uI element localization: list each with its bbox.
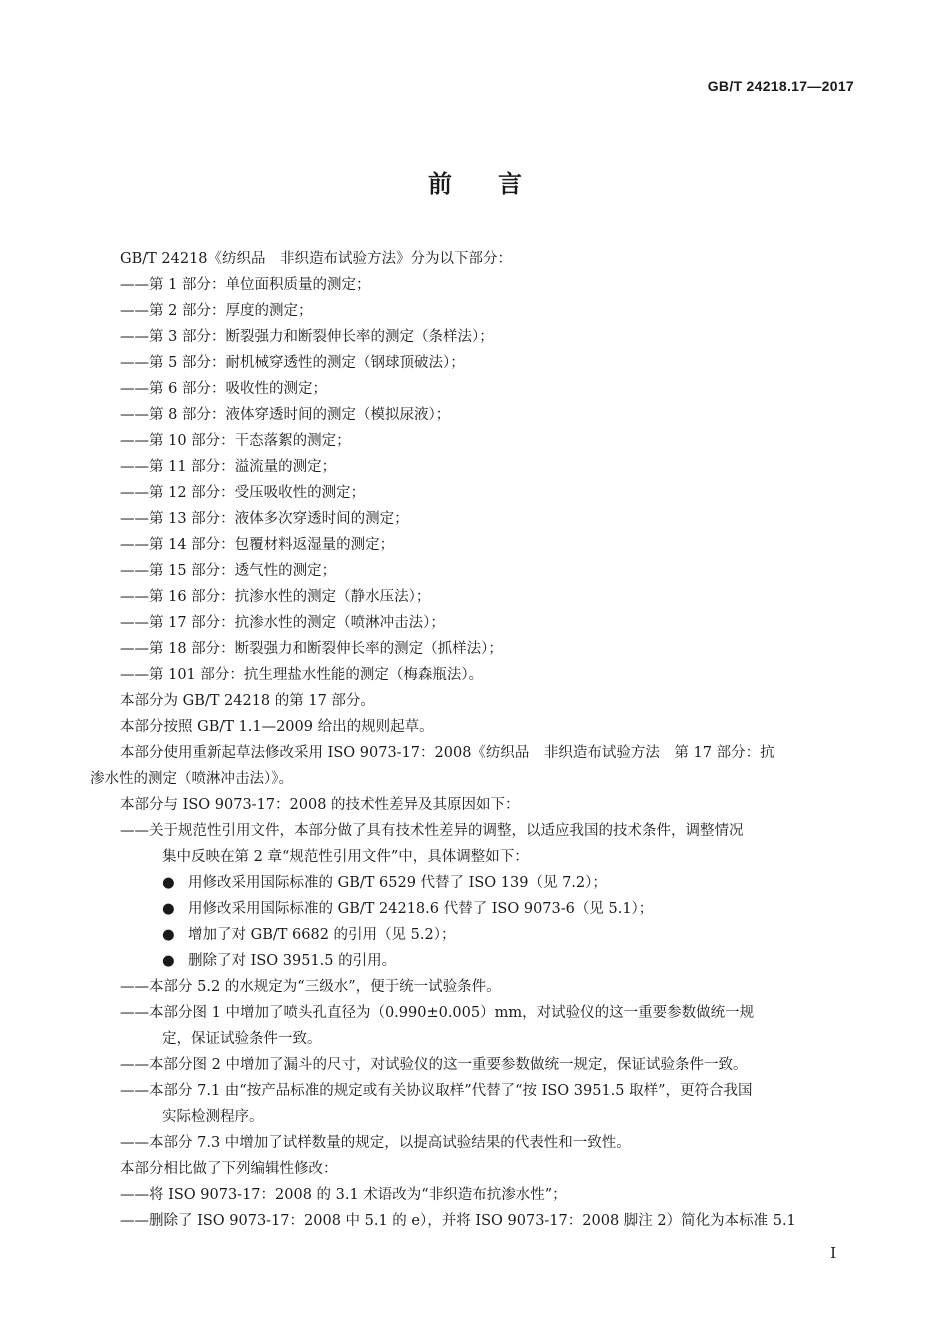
bullet-item	[90, 896, 854, 922]
line-text: ——本部分图 1 中增加了喷头孔直径为（0.990±0.005）mm，对试验仪的这一重要参数做统一规	[120, 1005, 755, 1021]
text-line	[90, 818, 854, 844]
page-number: I	[830, 1244, 836, 1262]
line-text: 本部分与 ISO 9073-17：2008 的技术性差异及其原因如下：	[120, 797, 520, 813]
text-line	[90, 324, 854, 350]
text-line	[90, 376, 854, 402]
line-text: ——第 8 部分：液体穿透时间的测定（模拟尿液）；	[120, 407, 451, 423]
text-line	[90, 1130, 854, 1156]
text-line	[90, 974, 854, 1000]
text-line	[90, 1182, 854, 1208]
text-line	[90, 428, 854, 454]
line-text: 定，保证试验条件一致。	[162, 1031, 322, 1047]
line-text: 本部分使用重新起草法修改采用 ISO 9073-17：2008《纺织品 非织造布试验方法 第 17 部分：抗	[120, 745, 775, 761]
text-line	[90, 532, 854, 558]
text-line	[90, 688, 854, 714]
text-line	[90, 740, 854, 766]
line-text: ——第 5 部分：耐机械穿透性的测定（钢球顶破法）；	[120, 355, 465, 371]
text-line	[90, 662, 854, 688]
line-text: ——第 3 部分：断裂强力和断裂伸长率的测定（条样法）；	[120, 329, 494, 345]
text-line	[90, 1026, 854, 1052]
text-line	[90, 714, 854, 740]
text-line	[90, 1052, 854, 1078]
bullet-icon: ●	[162, 901, 175, 917]
line-text: ——第 17 部分：抗渗水性的测定（喷淋冲击法）；	[120, 615, 445, 631]
line-text: ——本部分 7.1 由“按产品标准的规定或有关协议取样”代替了“按 ISO 3951.5 取样”，更符合我国	[120, 1083, 753, 1099]
text-line	[90, 1000, 854, 1026]
text-line	[90, 298, 854, 324]
line-text: ——第 13 部分：液体多次穿透时间的测定；	[120, 511, 409, 527]
text-line	[90, 636, 854, 662]
bullet-item	[90, 870, 854, 896]
line-text: ——本部分 7.3 中增加了试样数量的规定，以提高试验结果的代表性和一致性。	[120, 1135, 631, 1151]
text-line	[90, 1104, 854, 1130]
text-line	[90, 246, 854, 272]
text-line	[90, 766, 854, 792]
line-text: 删除了对 ISO 3951.5 的引用。	[188, 953, 397, 969]
bullet-icon: ●	[162, 875, 175, 891]
text-line	[90, 350, 854, 376]
line-text: ——删除了 ISO 9073-17：2008 中 5.1 的 e），并将 ISO 9073-17：2008 脚注 2）简化为本标准 5.1	[120, 1213, 796, 1229]
line-text: ——第 18 部分：断裂强力和断裂伸长率的测定（抓样法）；	[120, 641, 503, 657]
line-text: ——第 14 部分：包覆材料返湿量的测定；	[120, 537, 395, 553]
text-line	[90, 272, 854, 298]
line-text: ——第 15 部分：透气性的测定；	[120, 563, 337, 579]
text-line	[90, 792, 854, 818]
bullet-icon: ●	[162, 927, 175, 943]
line-text: ——第 6 部分：吸收性的测定；	[120, 381, 327, 397]
line-text: 实际检测程序。	[162, 1109, 264, 1125]
line-text: ——第 1 部分：单位面积质量的测定；	[120, 277, 371, 293]
line-text: ——第 11 部分：溢流量的测定；	[120, 459, 337, 475]
page-title: 前言	[428, 170, 568, 198]
line-text: 增加了对 GB/T 6682 的引用（见 5.2）；	[188, 927, 456, 943]
text-line	[90, 1078, 854, 1104]
bullet-item	[90, 922, 854, 948]
line-text: GB/T 24218《纺织品 非织造布试验方法》分为以下部分：	[120, 251, 513, 267]
line-text: ——本部分图 2 中增加了漏斗的尺寸，对试验仪的这一重要参数做统一规定，保证试验条件一致。	[120, 1057, 748, 1073]
bullet-item	[90, 948, 854, 974]
line-text: ——第 2 部分：厚度的测定；	[120, 303, 313, 319]
line-text: ——第 10 部分：干态落絮的测定；	[120, 433, 351, 449]
standard-code: GB/T 24218.17—2017	[707, 78, 854, 94]
line-text: 渗水性的测定（喷淋冲击法）》。	[90, 771, 293, 787]
line-text: ——第 12 部分：受压吸收性的测定；	[120, 485, 366, 501]
text-line	[90, 610, 854, 636]
line-text: 本部分按照 GB/T 1.1—2009 给出的规则起草。	[120, 719, 434, 735]
text-line	[90, 584, 854, 610]
text-line	[90, 402, 854, 428]
text-line	[90, 480, 854, 506]
text-line	[90, 1208, 854, 1234]
line-text: ——将 ISO 9073-17：2008 的 3.1 术语改为“非织造布抗渗水性”；	[120, 1187, 567, 1203]
text-line	[90, 454, 854, 480]
line-text: 集中反映在第 2 章“规范性引用文件”中，具体调整如下：	[162, 849, 529, 865]
document-body	[90, 246, 854, 1234]
line-text: 用修改采用国际标准的 GB/T 6529 代替了 ISO 139（见 7.2）；	[188, 875, 607, 891]
bullet-icon: ●	[162, 953, 175, 969]
line-text: ——第 16 部分：抗渗水性的测定（静水压法）；	[120, 589, 431, 605]
text-line	[90, 506, 854, 532]
line-text: ——第 101 部分：抗生理盐水性能的测定（梅森瓶法）。	[120, 667, 484, 683]
line-text: 本部分为 GB/T 24218 的第 17 部分。	[120, 693, 375, 709]
line-text: 本部分相比做了下列编辑性修改：	[120, 1161, 338, 1177]
text-line	[90, 844, 854, 870]
line-text: ——关于规范性引用文件，本部分做了具有技术性差异的调整，以适应我国的技术条件，调整情况	[120, 823, 744, 839]
line-text: ——本部分 5.2 的水规定为“三级水”，便于统一试验条件。	[120, 979, 501, 995]
line-text: 用修改采用国际标准的 GB/T 24218.6 代替了 ISO 9073-6（见 5.1）；	[188, 901, 654, 917]
text-line	[90, 1156, 854, 1182]
text-line	[90, 558, 854, 584]
